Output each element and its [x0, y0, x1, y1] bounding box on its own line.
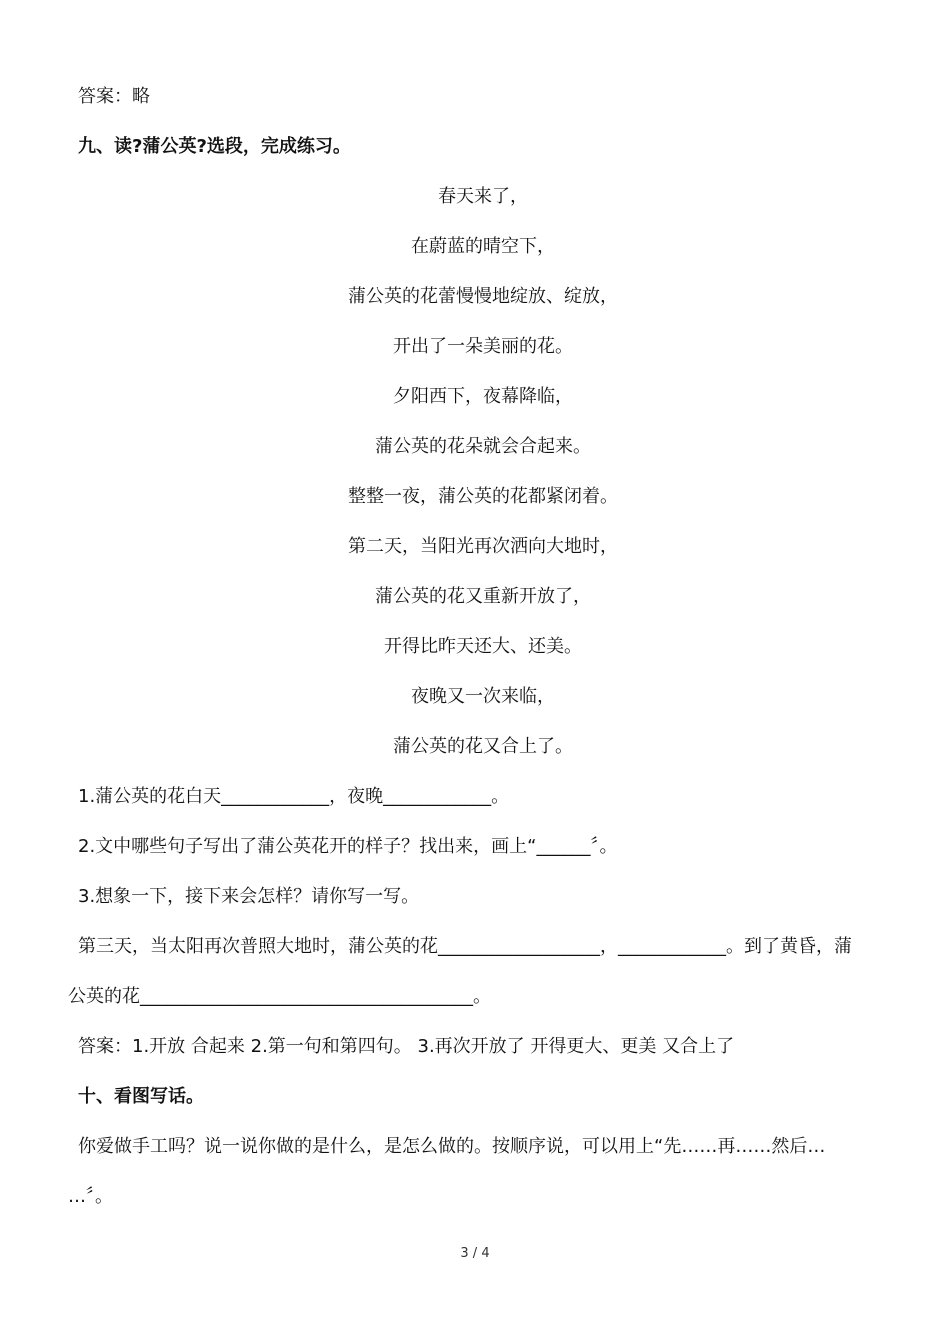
question-2: 2.文中哪些句子写出了蒲公英花开的样子？找出来，画上“______〞。 — [78, 836, 618, 857]
poem-line: 春天来了， — [438, 186, 528, 207]
answer-q8: 答案：略 — [78, 86, 150, 107]
poem-line: 夕阳西下，夜幕降临， — [393, 386, 573, 407]
question-3-fill-line-1: 第三天，当太阳再次普照大地时，蒲公英的花__________________，____________。到了黄昏，蒲 — [78, 936, 852, 957]
poem-line: 整整一夜，蒲公英的花都紧闭着。 — [348, 486, 618, 507]
poem-line: 蒲公英的花又重新开放了， — [375, 586, 591, 607]
poem-line: 夜晚又一次来临， — [411, 686, 555, 707]
poem-line: 蒲公英的花朵就会合起来。 — [375, 436, 591, 457]
page-number: 3 / 4 — [460, 1246, 490, 1261]
poem-line: 开得比昨天还大、还美。 — [384, 636, 582, 657]
section-10-prompt-line-1: 你爱做手工吗？说一说你做的是什么，是怎么做的。按顺序说，可以用上“先……再……然后… — [78, 1136, 826, 1157]
section-9-heading: 九、读?蒲公英?选段，完成练习。 — [78, 136, 351, 157]
poem-line: 第二天，当阳光再次洒向大地时， — [348, 536, 618, 557]
poem-line: 蒲公英的花蕾慢慢地绽放、绽放， — [348, 286, 618, 307]
poem-line: 开出了一朵美丽的花。 — [393, 336, 573, 357]
question-1: 1.蒲公英的花白天____________，夜晚____________。 — [78, 786, 510, 807]
question-3-fill-line-2: 公英的花_____________________________________。 — [68, 986, 491, 1007]
section-10-prompt-line-2: …〞。 — [68, 1186, 113, 1207]
poem-line: 蒲公英的花又合上了。 — [393, 736, 573, 757]
question-3: 3.想象一下，接下来会怎样？请你写一写。 — [78, 886, 420, 907]
poem-line: 在蔚蓝的晴空下， — [411, 236, 555, 257]
section-10-heading: 十、看图写话。 — [78, 1086, 204, 1107]
answer-section-9: 答案：1.开放 合起来 2.第一句和第四句。 3.再次开放了 开得更大、更美 又合上了 — [78, 1036, 735, 1057]
